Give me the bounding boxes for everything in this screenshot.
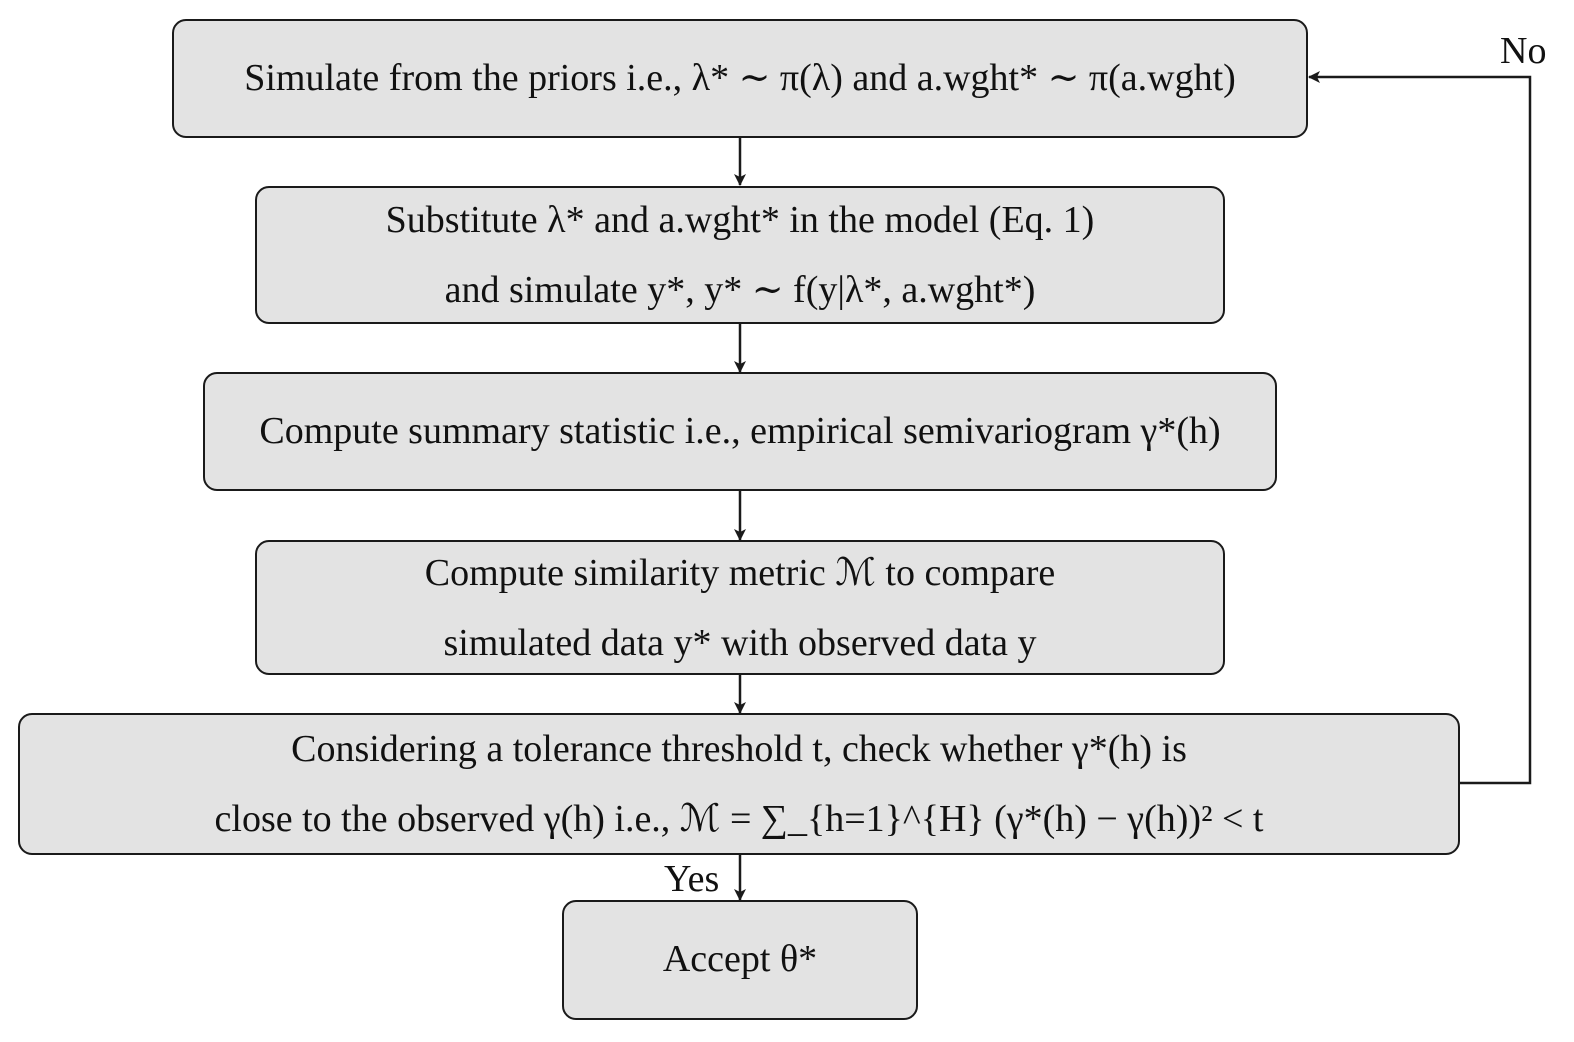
- step-simulate-priors-text: Simulate from the priors i.e., λ* ∼ π(λ) and a.wght* ∼ π(a.wght): [244, 56, 1236, 99]
- step-simulate-priors: [172, 19, 1308, 138]
- step-similarity-metric: [255, 540, 1225, 675]
- step-tolerance-check: [18, 713, 1460, 855]
- edge-label-yes: Yes: [664, 858, 720, 900]
- arrow-no-loop-back: [1309, 77, 1530, 783]
- step-tolerance-check-line2: close to the observed γ(h) i.e., ℳ = ∑_{h=1}^{H} (γ*(h) − γ(h))² < t: [214, 798, 1264, 840]
- step-substitute-model-line1: Substitute λ* and a.wght* in the model (Eq. 1): [385, 199, 1095, 241]
- step-tolerance-check-line1: Considering a tolerance threshold t, check whether γ*(h) is: [291, 728, 1187, 770]
- step-similarity-metric-line1: Compute similarity metric ℳ to compare: [424, 551, 1056, 594]
- step-similarity-metric-line2: simulated data y* with observed data y: [443, 621, 1037, 664]
- step-accept-text: Accept θ*: [662, 938, 818, 981]
- edge-label-no: No: [1500, 30, 1547, 72]
- step-accept: [562, 900, 918, 1020]
- step-substitute-model: [255, 186, 1225, 324]
- step-substitute-model-line2: and simulate y*, y* ∼ f(y|λ*, a.wght*): [444, 269, 1036, 311]
- step-summary-statistic: [203, 372, 1277, 491]
- step-summary-statistic-text: Compute summary statistic i.e., empirical semivariogram γ*(h): [259, 409, 1221, 452]
